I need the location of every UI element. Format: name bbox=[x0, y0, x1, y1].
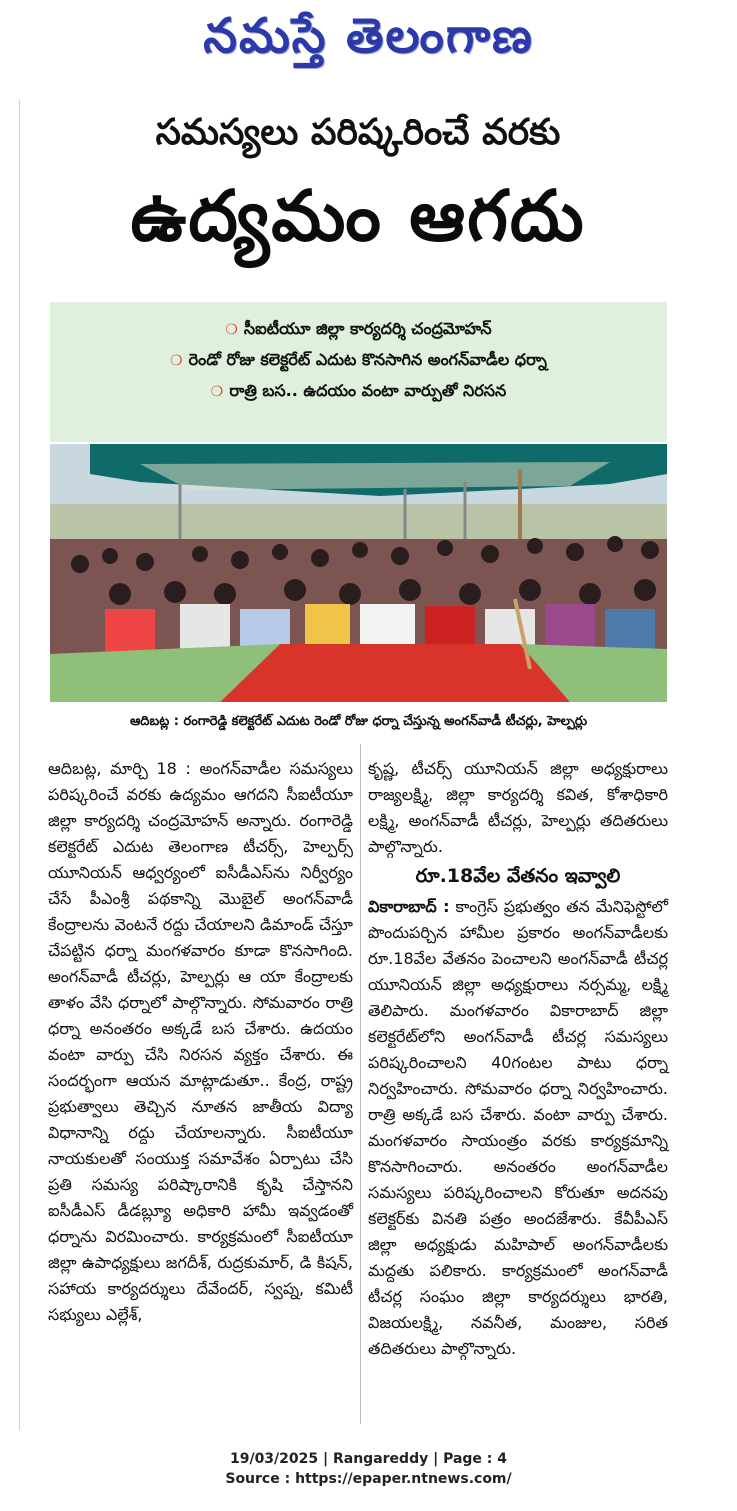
column-rule bbox=[360, 744, 361, 1424]
highlight-item bbox=[58, 376, 659, 407]
photo-caption: ఆదిబట్ల : రంగారెడ్డి కలెక్టరేట్ ఎదుట రెండో రోజు ధర్నా చేస్తున్న అంగన్‌వాడీ టీచర్లు, హెల్పర్లు bbox=[129, 714, 588, 729]
protest-photo-illustration bbox=[50, 444, 667, 702]
highlight-text: సీఐటీయూ జిల్లా కార్యదర్శి చంద్రమోహన్ bbox=[243, 319, 492, 338]
bullet-circle-icon: ❍ bbox=[225, 322, 238, 338]
page-footer bbox=[0, 1449, 737, 1489]
article-column-left bbox=[48, 756, 353, 1328]
sub-headline: సమస్యలు పరిష్కరించే వరకు bbox=[155, 112, 561, 153]
article-paragraph bbox=[368, 894, 668, 1362]
article-body-text: కాంగ్రెస్ ప్రభుత్వం తన మేనిఫెస్టోలో పొందుపర్చిన హామీల ప్రకారం అంగన్‌వాడీలకు రూ.18వేల వేతనం పెంచాలని అంగన్‌వాడీ టీచర్ల యూనియన్ జిల్లా అధ్యక్షురాలు నర్సమ్మ, లక్ష్మి తెలిపారు. మంగళవారం వికారాబాద్ జిల్లా కలెక్టరేట్‌లోని అంగన్‌వాడీ టీచర్ల సమస్యలు పరిష్కరించాలని 40గంటల పాటు ధర్నా నిర్వహించారు. సోమవారం ధర్నా నిర్వహించారు. రాత్రి అక్కడే బస చేశారు. వంటా వార్పు చేశారు. మంగళవారం సాయంత్రం వరకు కార్యక్రమాన్ని కొనసాగించారు. అనంతరం అంగన్‌వాడీల సమస్యలు పరిష్కరించాలని కోరుతూ అదనపు కలెక్టర్‌కు వినతి పత్రం అందజేశారు. కేవీపీఎస్ జిల్లా అధ్యక్షుడు మహిపాల్ అంగన్‌వాడీలకు మద్దతు పలికారు. కార్యక్రమంలో అంగన్‌వాడీ టీచర్ల సంఘం జిల్లా కార్యదర్శులు భారతి, విజయలక్ష్మి, నవనీత, మంజుల, సరిత తదితరులు పాల్గొన్నారు. bbox=[368, 897, 668, 1358]
news-photo bbox=[50, 444, 667, 702]
article-subheading: రూ.18వేల వేతనం ఇవ్వాలి bbox=[415, 865, 621, 887]
article-column-right bbox=[368, 756, 668, 1362]
highlight-item bbox=[58, 314, 659, 345]
highlight-text: రెండో రోజు కలెక్టరేట్ ఎదుట కొనసాగిన అంగన్‌వాడీల ధర్నా bbox=[188, 350, 547, 369]
footer-edition-line: 19/03/2025 | Rangareddy | Page : 4 bbox=[229, 1451, 508, 1467]
article-paragraph: ఆదిబట్ల, మార్చి 18 : అంగన్‌వాడీల సమస్యలు పరిష్కరించే వరకు ఉద్యమం ఆగదని సీఐటీయూ జిల్లా కార్యదర్శి చంద్రమోహన్ అన్నారు. రంగారెడ్డి కలెక్టరేట్ ఎదుట తెలంగాణ టీచర్స్, హెల్పర్స్ యూనియన్ ఆధ్వర్యంలో ఐసీడీఎస్‌ను నిర్వీర్యం చేసే పీఎంశ్రీ పథకాన్ని మొబైల్ అంగన్‌వాడీ కేంద్రాలను వెంటనే రద్దు చేయాలని డిమాండ్ చేస్తూ చేపట్టిన ధర్నా మంగళవారం కూడా కొనసాగింది. అంగన్‌వాడీ టీచర్లు, హెల్పర్లు ఆ యా కేంద్రాలకు తాళం వేసి ధర్నాలో పాల్గొన్నారు. సోమవారం రాత్రి ధర్నా అనంతరం అక్కడే బస చేశారు. ఉదయం వంటా వార్పు చేసి నిరసన వ్యక్తం చేశారు. ఈ సందర్భంగా ఆయన మాట్లాడుతూ.. కేంద్ర, రాష్ట్ర ప్రభుత్వాలు తెచ్చిన నూతన జాతీయ విద్యా విధానాన్ని రద్దు చేయాలన్నారు. సీఐటీయూ నాయకులతో సంయుక్త సమావేశం ఏర్పాటు చేసి ప్రతి సమస్య పరిష్కారానికి కృషి చేస్తానని ఐసీడీఎస్ డీడబ్ల్యూ అధికారి హామీ ఇవ్వడంతో ధర్నాను విరమించారు. కార్యక్రమంలో సీఐటీయూ జిల్లా ఉపాధ్యక్షులు జగదీశ్, రుద్రకుమార్, డి కిషన్, సహాయ కార్యదర్శులు దేవేందర్, స్వప్న, కమిటీ సభ్యులు ఎల్లేశ్, bbox=[48, 759, 353, 1324]
dateline: వికారాబాద్ : bbox=[368, 897, 450, 916]
highlight-item bbox=[58, 345, 659, 376]
article-paragraph: కృష్ణ, టీచర్స్ యూనియన్ జిల్లా అధ్యక్షురాలు రాజ్యలక్ష్మి, జిల్లా కార్యదర్శి కవిత, కోశాధికారి లక్ష్మి, అంగన్‌వాడీ టీచర్లు, హెల్పర్లు తదితరులు పాల్గొన్నారు. bbox=[368, 759, 668, 856]
highlights-box bbox=[50, 302, 667, 442]
masthead-logo: నమస్తే తెలంగాణ bbox=[203, 8, 534, 64]
main-headline: ఉద్యమం ఆగదు bbox=[130, 175, 586, 257]
left-margin-rule bbox=[19, 100, 20, 1430]
bullet-circle-icon: ❍ bbox=[170, 353, 183, 369]
highlight-text: రాత్రి బస.. ఉదయం వంటా వార్పుతో నిరసన bbox=[229, 381, 507, 400]
footer-source-line: Source : https://epaper.ntnews.com/ bbox=[225, 1471, 512, 1487]
bullet-circle-icon: ❍ bbox=[210, 384, 224, 400]
